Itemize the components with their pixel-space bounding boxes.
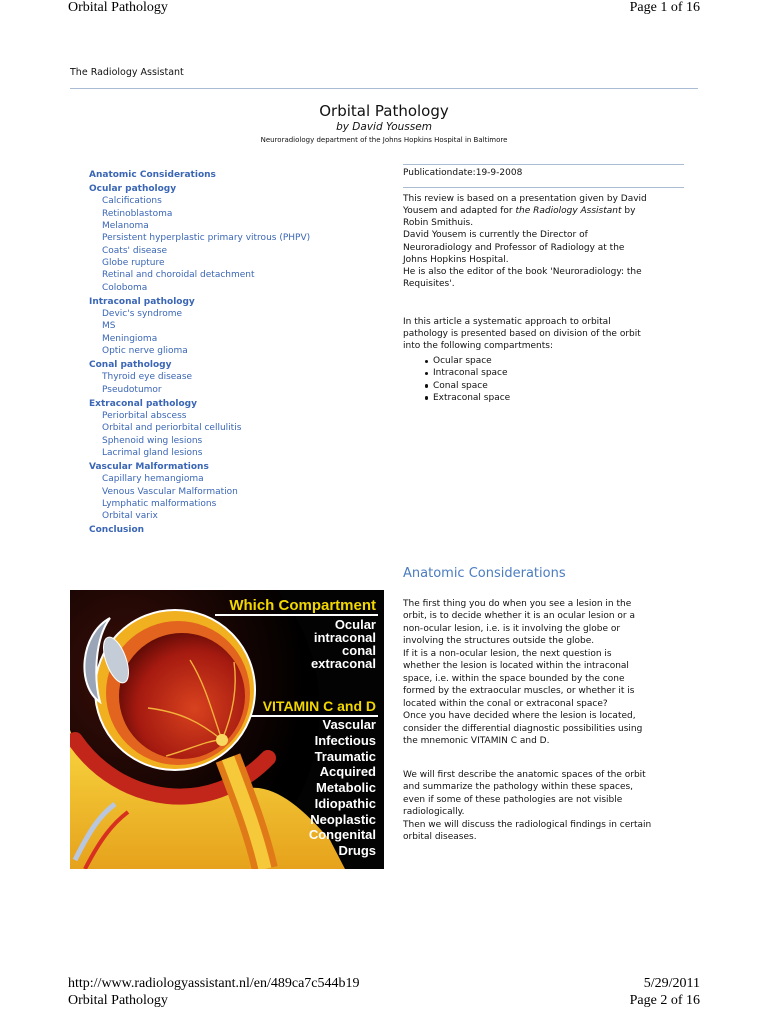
text-line: Johns Hopkins Hospital. [403, 254, 509, 265]
figure-mnemonic-item: Neoplastic [310, 811, 376, 827]
toc-link-intraconal-pathology[interactable]: Intraconal pathology [89, 296, 195, 307]
publication-date-label: Publicationdate: [403, 168, 476, 178]
text-segment: by [621, 206, 636, 217]
list-item [433, 367, 510, 379]
figure-compartment: conal [342, 642, 376, 658]
section-heading: Anatomic Considerations [403, 566, 566, 581]
table-of-contents [89, 169, 310, 537]
text-line: orbit, is to decide whether it is an ocular lesion or a [403, 611, 635, 622]
toc-link-cellulitis[interactable]: Orbital and periorbital cellulitis [102, 423, 242, 434]
compartment-list [433, 355, 510, 404]
toc-link-venous-malformation[interactable]: Venous Vascular Malformation [102, 486, 238, 497]
next-page-header-page-number: Page 2 of 16 [629, 993, 700, 1008]
toc-link-periorbital-abscess[interactable]: Periorbital abscess [102, 410, 187, 421]
figure-mnemonic-item: Congenital [308, 827, 376, 843]
toc-link-capillary-hemangioma[interactable]: Capillary hemangioma [102, 474, 204, 485]
toc-link-globe-rupture[interactable]: Globe rupture [102, 258, 165, 268]
text-line: David Yousem is currently the Director of [403, 230, 588, 241]
figure-compartment: Ocular [334, 616, 376, 632]
toc-link-retinal-detachment[interactable]: Retinal and choroidal detachment [102, 270, 255, 281]
print-header-page-number: Page 1 of 16 [629, 0, 700, 15]
toc-link-thyroid-eye-disease[interactable]: Thyroid eye disease [102, 372, 193, 383]
toc-link-melanoma[interactable]: Melanoma [102, 220, 149, 231]
section-paragraph [403, 769, 651, 844]
figure-mnemonic-title: VITAMIN C and D [262, 698, 376, 714]
text-line: Robin Smithuis. [403, 218, 474, 229]
toc-link-ms[interactable]: MS [102, 321, 116, 332]
text-line: In this article a systematic approach to orbital [403, 317, 611, 327]
toc-section [89, 296, 310, 358]
article-byline: by David Youssem [336, 121, 432, 133]
toc-section [89, 524, 310, 536]
figure-mnemonic-item: Traumatic [314, 748, 376, 764]
text-line: the mnemonic VITAMIN C and D. [403, 735, 550, 746]
text-line: Then we will discuss the radiological findings in certain [403, 819, 652, 830]
figure-mnemonic-item: Vascular [322, 717, 376, 732]
text-line: We will first describe the anatomic spaces of the orbit [403, 770, 646, 780]
print-footer-url: http://www.radiologyassistant.nl/en/489ca7c544b19 [68, 976, 360, 991]
compartment-mnemonic-figure [70, 590, 384, 869]
bullet [425, 372, 428, 375]
publication-date-value: 19-9-2008 [475, 168, 523, 178]
emphasized-site-name: the Radiology Assistant [515, 206, 622, 217]
toc-link-lymphatic-malformations[interactable]: Lymphatic malformations [102, 498, 217, 509]
toc-section [89, 183, 310, 294]
site-header-divider [70, 88, 698, 89]
toc-section [89, 461, 310, 523]
toc-link-conal-pathology[interactable]: Conal pathology [89, 359, 172, 370]
toc-link-meningioma[interactable]: Meningioma [102, 333, 158, 344]
toc-link-vascular-malformations[interactable]: Vascular Malformations [89, 461, 209, 472]
article-title: Orbital Pathology [319, 102, 449, 120]
toc-link-ocular-pathology[interactable]: Ocular pathology [89, 183, 177, 194]
figure-compartment: intraconal [313, 629, 376, 645]
toc-link-extraconal-pathology[interactable]: Extraconal pathology [89, 398, 197, 409]
text-line: into the following compartments: [403, 341, 553, 352]
figure-mnemonic-item: Metabolic [316, 780, 376, 795]
text-line: located within the conal or extraconal space? [403, 698, 608, 709]
text-line: consider the differential diagnostic possibilities using [403, 723, 643, 734]
publication-date [403, 167, 522, 179]
toc-link-conclusion[interactable]: Conclusion [89, 525, 145, 536]
text-line: radiologically. [403, 807, 465, 818]
figure-mnemonic-item: Infectious [314, 732, 376, 748]
text-segment: Yousem and adapted for [403, 206, 516, 217]
toc-link-coloboma[interactable]: Coloboma [102, 282, 148, 293]
article-affiliation: Neuroradiology department of the Johns Hopkins Hospital in Baltimore [260, 136, 508, 144]
list-item [433, 355, 510, 367]
toc-section [89, 359, 310, 396]
figure-mnemonic-item: Acquired [319, 764, 376, 780]
site-name: The Radiology Assistant [70, 67, 184, 78]
toc-link-anatomic-considerations[interactable]: Anatomic Considerations [89, 170, 216, 180]
toc-link-lacrimal-gland-lesions[interactable]: Lacrimal gland lesions [102, 447, 203, 458]
figure-mnemonic-list [309, 717, 376, 859]
bullet [425, 384, 428, 387]
text-line: involving the structures outside the globe. [403, 636, 595, 647]
compartments-paragraph [403, 316, 641, 353]
toc-section [89, 169, 310, 181]
figure-compartment-list [311, 618, 376, 670]
text-line: and summarize the pathology within these spaces, [403, 782, 634, 793]
bullet [425, 360, 428, 363]
text-line: whether the lesion is located within the intraconal [403, 661, 629, 672]
figure-title: Which Compartment [229, 597, 376, 614]
text-line: even if some of these pathologies are not visible [403, 794, 623, 805]
publication-top-divider [403, 164, 684, 165]
list-item [433, 380, 510, 392]
figure-mnemonic-item: Idiopathic [314, 795, 376, 811]
toc-link-coats-disease[interactable]: Coats' disease [102, 245, 168, 256]
print-header-title: Orbital Pathology [68, 0, 168, 15]
toc-link-pseudotumor[interactable]: Pseudotumor [102, 384, 162, 395]
toc-link-retinoblastoma[interactable]: Retinoblastoma [102, 208, 173, 219]
text-line: non-ocular lesion, i.e. is it involving the globe or [403, 623, 621, 634]
list-item-label: Extraconal space [433, 392, 511, 403]
text-line: If it is a non-ocular lesion, the next question is [403, 648, 612, 659]
text-line: formed by the extraocular muscles, or whether it is [403, 686, 635, 697]
text-line: Once you have decided where the lesion is located, [403, 711, 636, 722]
text-line: The first thing you do when you see a lesion in the [403, 599, 632, 609]
intro-paragraph [403, 193, 647, 290]
section-paragraph [403, 598, 642, 747]
toc-link-orbital-varix[interactable]: Orbital varix [102, 511, 158, 522]
toc-section [89, 398, 310, 460]
toc-link-sphenoid-wing-lesions[interactable]: Sphenoid wing lesions [102, 435, 203, 446]
globe [95, 610, 255, 770]
text-line: Requisites'. [403, 279, 455, 290]
text-line: Neuroradiology and Professor of Radiology at the [403, 242, 625, 253]
text-line: pathology is presented based on division of the orbit [403, 329, 641, 340]
figure-title-underline [215, 614, 378, 616]
list-item-label: Intraconal space [433, 368, 508, 379]
print-footer-date: 5/29/2011 [643, 976, 700, 991]
text-line: This review is based on a presentation given by David [403, 194, 647, 204]
next-page-header-title: Orbital Pathology [68, 993, 168, 1008]
list-item-label: Ocular space [433, 356, 492, 366]
text-line: orbital diseases. [403, 832, 477, 843]
text-line: space, i.e. within the space bounded by the cone [403, 673, 625, 684]
publication-bottom-divider [403, 187, 684, 188]
toc-link-phpv[interactable]: Persistent hyperplastic primary vitrous (PHPV) [102, 233, 311, 244]
toc-link-optic-nerve-glioma[interactable]: Optic nerve glioma [102, 346, 188, 356]
toc-link-calcifications[interactable]: Calcifications [102, 196, 162, 207]
text-line [403, 205, 647, 217]
text-line: He is also the editor of the book 'Neuroradiology: the [403, 266, 642, 277]
figure-compartment: extraconal [310, 655, 376, 671]
figure-mnemonic-item: Drugs [338, 843, 376, 858]
list-item [433, 392, 510, 404]
bullet [425, 396, 428, 399]
toc-link-devics-syndrome[interactable]: Devic's syndrome [102, 308, 183, 319]
list-item-label: Conal space [433, 380, 488, 391]
